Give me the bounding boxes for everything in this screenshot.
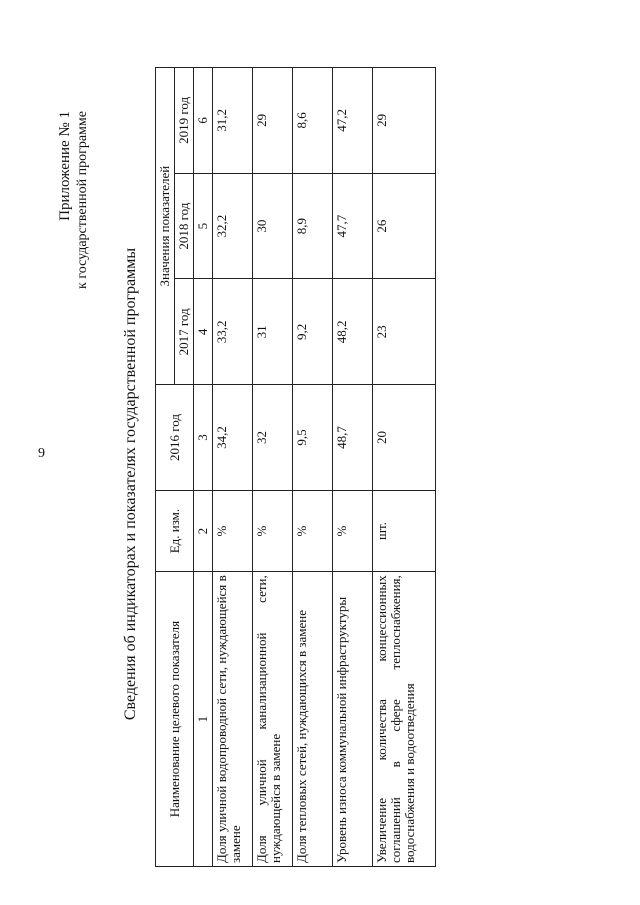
document-heading: Сведения об индикаторах и показателях государственной программы (122, 247, 139, 721)
value-2019: 29 (253, 68, 293, 174)
value-2018: 32,2 (213, 173, 253, 279)
value-2017: 31 (253, 279, 293, 385)
value-2018: 30 (253, 173, 293, 279)
value-2019: 31,2 (213, 68, 253, 174)
value-2017: 33,2 (213, 279, 253, 385)
table-row (293, 68, 333, 867)
column-number: 2 (194, 490, 213, 571)
value-2018: 8,9 (293, 173, 333, 279)
table-row (333, 68, 373, 867)
column-number: 4 (194, 279, 213, 385)
value-2016: 48,7 (333, 385, 373, 491)
appendix-title: Приложение № 1 (57, 111, 73, 221)
indicator-unit: шт. (373, 490, 436, 571)
indicator-name: Доля уличной канализационной сети, нуждающейся в замене (253, 572, 293, 867)
indicator-unit: % (293, 490, 333, 571)
value-2016: 32 (253, 385, 293, 491)
column-number: 5 (194, 173, 213, 279)
indicator-unit: % (333, 490, 373, 571)
value-2017: 23 (373, 279, 436, 385)
value-2017: 9,2 (293, 279, 333, 385)
column-number: 1 (194, 572, 213, 867)
header-year-2016: 2016 год (156, 385, 194, 491)
indicator-name: Увеличение количества концессионных соглашений в сфере теплоснабжения, водоснабжения и водоотведения (373, 572, 436, 867)
column-number: 6 (194, 68, 213, 174)
value-2019: 8,6 (293, 68, 333, 174)
rotated-page-content (0, 63, 640, 905)
indicator-name: Уровень износа коммунальной инфраструктуры (333, 572, 373, 867)
header-year-2019: 2019 год (175, 68, 194, 174)
indicators-table (155, 67, 436, 867)
header-year-2017: 2017 год (175, 279, 194, 385)
value-2016: 20 (373, 385, 436, 491)
page-number: 9 (38, 446, 45, 461)
value-2018: 26 (373, 173, 436, 279)
table-row (373, 68, 436, 867)
table-header-row (156, 68, 175, 867)
indicator-unit: % (253, 490, 293, 571)
header-values-group: Значения показателей (156, 68, 175, 385)
header-indicator-name: Наименование целевого показателя (156, 572, 194, 867)
column-number-row (194, 68, 213, 867)
value-2019: 47,2 (333, 68, 373, 174)
table-row (253, 68, 293, 867)
header-unit: Ед. изм. (156, 490, 194, 571)
appendix-subtitle: к государственной программе (75, 111, 90, 289)
value-2019: 29 (373, 68, 436, 174)
value-2016: 34,2 (213, 385, 253, 491)
table-row (213, 68, 253, 867)
value-2016: 9,5 (293, 385, 333, 491)
column-number: 3 (194, 385, 213, 491)
value-2018: 47,7 (333, 173, 373, 279)
appendix-block (56, 111, 92, 289)
value-2017: 48,2 (333, 279, 373, 385)
indicator-name: Доля уличной водопроводной сети, нуждающейся в замене (213, 572, 253, 867)
indicator-name: Доля тепловых сетей, нуждающихся в замене (293, 572, 333, 867)
header-year-2018: 2018 год (175, 173, 194, 279)
indicator-unit: % (213, 490, 253, 571)
